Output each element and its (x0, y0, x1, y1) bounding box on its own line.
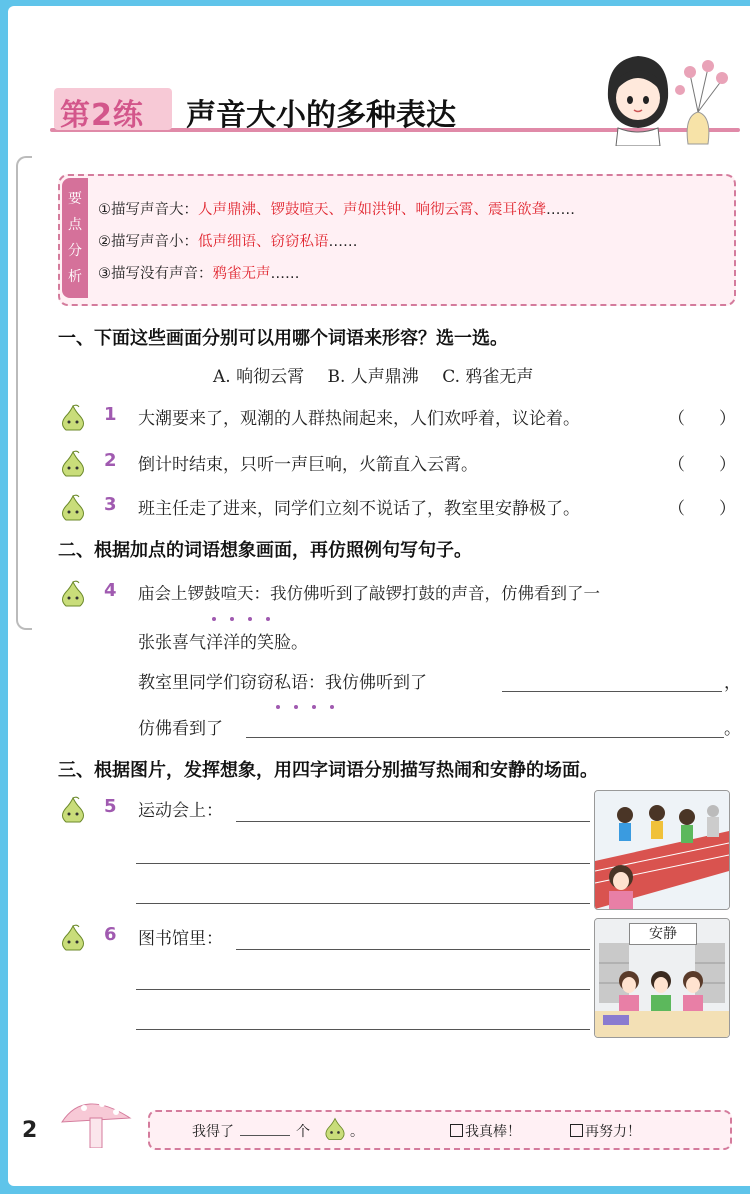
score-blank[interactable] (240, 1134, 290, 1136)
girl-illustration (598, 46, 738, 146)
answer-line[interactable] (136, 902, 590, 904)
pear-icon (58, 580, 88, 608)
checkbox-icon[interactable] (570, 1124, 583, 1137)
mushroom-illustration (54, 1088, 144, 1148)
pear-icon (58, 450, 88, 478)
section-2-heading: 二、根据加点的词语想象画面，再仿照例句写句子。 (58, 540, 472, 561)
key-point-silent: ③描写没有声音：鸦雀无声…… (98, 266, 300, 282)
score-prefix: 我得了 (192, 1124, 234, 1140)
pear-icon (58, 796, 88, 824)
key-points-label: 要 点 分 析 (62, 178, 88, 298)
question-5: 5 运动会上： (58, 794, 748, 828)
sports-meet-illustration (594, 790, 730, 910)
option-a: A. 响彻云霄 (213, 367, 305, 387)
answer-blank[interactable]: （ ） (668, 409, 736, 429)
pear-icon (58, 924, 88, 952)
question-3: 3 班主任走了进来，同学们立刻不说话了，教室里安静极了。 （ ） (58, 492, 748, 526)
example-sentence-line-2: 张张喜气洋洋的笑脸。 (138, 633, 308, 653)
answer-line[interactable] (136, 1028, 590, 1030)
page-number: 2 (22, 1118, 38, 1143)
question-4: 4 (58, 578, 748, 612)
quiet-sign: 安静 (629, 923, 697, 945)
checkbox-try-harder[interactable]: 再努力！ (570, 1121, 641, 1141)
lesson-number: 第2练 (60, 98, 144, 133)
answer-line-seen[interactable] (246, 736, 724, 738)
answer-blank[interactable]: （ ） (668, 499, 736, 519)
lesson-title: 声音大小的多种表达 (186, 98, 456, 133)
self-assessment-bar: 我得了 个 。 我真棒！ 再努力！ (148, 1110, 732, 1150)
answer-options (213, 362, 551, 387)
checkbox-great[interactable]: 我真棒！ (450, 1121, 521, 1141)
question-1: 1 大潮要来了，观潮的人群热闹起来，人们欢呼着，议论着。 （ ） (58, 402, 748, 436)
answer-blank[interactable]: （ ） (668, 455, 736, 475)
answer-line[interactable] (236, 820, 590, 822)
prompt-line-1: 教室里同学们窃窃私语：我仿佛听到了 (138, 673, 427, 693)
pear-icon (58, 404, 88, 432)
question-6: 6 图书馆里： (58, 922, 748, 956)
workbook-page: 第2练 声音大小的多种表达 要 点 分 析 ①描写声音大：人声鼎沸、锣鼓喧天、声如洪钟、响彻云霄、震耳欲聋…… ②描写声音小：低声细语、窃窃私语…… ③描写没有声音：鸦雀无声…… 一、下面这些画面分别可以用哪个词语来形容？选一选。 A. 响彻云霄 B. 人声鼎沸 C. 鸦雀无声 1 大潮要来了，观潮的人群热闹起来，人们欢呼着，议论着。 （ ） 2 倒计时结束，只听一声巨响，火箭直入云霄。 （ ） 3 班主任走了进来，同学们立刻不说话了，教室里安静极了。 （ ） 二、根据加点的词语想象画面，再仿照例句写句子。 4 庙会上锣鼓喧天：我仿佛听到了敲锣打鼓的声音，仿佛看到了一 张张喜气洋洋的笑脸。 教室里同学们窃窃私语：我仿佛听到了 ， 仿佛看到了 。 三、根据图片，发挥想象，用四字词语分别描写热闹和安静的场面。 5 运动会上： 6 图书馆里： 安静 2 我得了 个 。 我真棒！ 再努力！ (8, 6, 750, 1186)
key-point-loud: ①描写声音大：人声鼎沸、锣鼓喧天、声如洪钟、响彻云霄、震耳欲聋…… (98, 202, 575, 218)
question-2: 2 倒计时结束，只听一声巨响，火箭直入云霄。 （ ） (58, 448, 748, 482)
section-1-heading: 一、下面这些画面分别可以用哪个词语来形容？选一选。 (58, 328, 508, 349)
emphasis-dots (276, 694, 348, 700)
answer-line[interactable] (236, 948, 590, 950)
lesson-title-bar (50, 88, 595, 132)
prompt-line-2: 仿佛看到了 (138, 719, 223, 739)
option-c: C. 鸦雀无声 (442, 367, 534, 387)
answer-line[interactable] (136, 988, 590, 990)
option-b: B. 人声鼎沸 (327, 367, 419, 387)
binding-edge (16, 156, 32, 630)
answer-line-heard[interactable] (502, 690, 722, 692)
library-illustration (594, 918, 730, 1038)
emphasis-dots (212, 606, 284, 612)
section-3-heading: 三、根据图片，发挥想象，用四字词语分别描写热闹和安静的场面。 (58, 760, 598, 781)
score-suffix: 个 (296, 1124, 310, 1140)
pear-icon (322, 1116, 348, 1142)
key-points-box (58, 174, 736, 306)
pear-icon (58, 494, 88, 522)
key-point-quiet: ②描写声音小：低声细语、窃窃私语…… (98, 234, 358, 250)
answer-line[interactable] (136, 862, 590, 864)
example-sentence-line-1: 庙会上锣鼓喧天：我仿佛听到了敲锣打鼓的声音，仿佛看到了一 (138, 584, 600, 603)
checkbox-icon[interactable] (450, 1124, 463, 1137)
